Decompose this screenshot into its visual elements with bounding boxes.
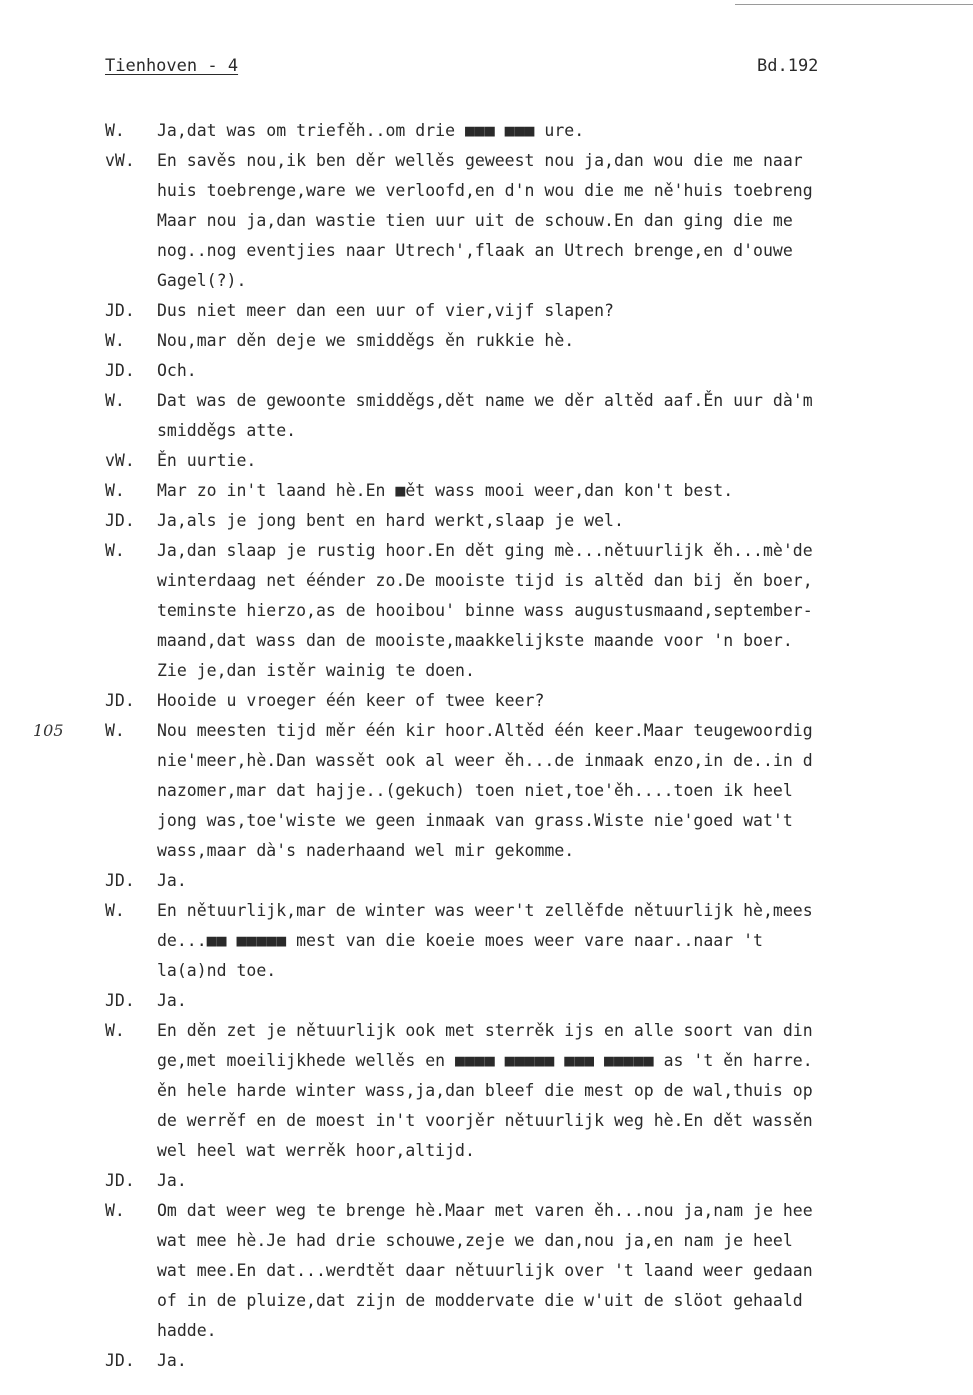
speech-line: Ja. bbox=[157, 991, 187, 1010]
dialogue-turn bbox=[0, 1196, 973, 1346]
speaker-label: W. bbox=[105, 331, 125, 350]
dialogue-turn bbox=[0, 506, 973, 536]
top-rule bbox=[735, 4, 973, 5]
speaker-label: W. bbox=[105, 901, 125, 920]
dialogue-turn bbox=[0, 1346, 973, 1376]
speech-line: teminste hierzo,as de hooibou' binne wass augustusmaand,september- bbox=[157, 601, 813, 620]
speaker-label: JD. bbox=[105, 1351, 135, 1370]
speech-line: Ja. bbox=[157, 1171, 187, 1190]
dialogue-turn bbox=[0, 536, 973, 686]
speech-line: Ja. bbox=[157, 871, 187, 890]
dialogue-turn bbox=[0, 446, 973, 476]
speech-line: En děn zet je nětuurlijk ook met sterrěk ijs en alle soort van din bbox=[157, 1021, 813, 1040]
speaker-label: JD. bbox=[105, 691, 135, 710]
speech-text bbox=[157, 1196, 973, 1346]
speaker-label: vW. bbox=[105, 451, 135, 470]
dialogue-turn bbox=[0, 356, 973, 386]
speaker-label: W. bbox=[105, 121, 125, 140]
dialogue-turn bbox=[0, 716, 973, 866]
speech-text bbox=[157, 296, 973, 326]
speech-text bbox=[157, 1016, 973, 1166]
dialogue-turn bbox=[0, 866, 973, 896]
speech-line: Om dat weer weg te brenge hè.Maar met varen ěh...nou ja,nam je hee bbox=[157, 1201, 813, 1220]
speech-line: wel heel wat werrěk hoor,altijd. bbox=[157, 1141, 475, 1160]
speaker-label: JD. bbox=[105, 301, 135, 320]
speech-line: Ěn uurtie. bbox=[157, 451, 257, 470]
speaker-label: W. bbox=[105, 1201, 125, 1220]
speech-line: Ja,als je jong bent en hard werkt,slaap je wel. bbox=[157, 511, 624, 530]
speech-line: Zie je,dan istěr wainig te doen. bbox=[157, 661, 475, 680]
speech-text bbox=[157, 866, 973, 896]
speech-line: nazomer,mar dat hajje..(gekuch) toen niet,toe'ěh....toen ik heel bbox=[157, 781, 793, 800]
speech-line: wat mee hè.Je had drie schouwe,zeje we dan,nou ja,en nam je heel bbox=[157, 1231, 793, 1250]
speaker-label: W. bbox=[105, 541, 125, 560]
speech-text bbox=[157, 716, 973, 866]
speech-text bbox=[157, 146, 973, 296]
dialogue-turn bbox=[0, 1166, 973, 1196]
dialogue-turn bbox=[0, 116, 973, 146]
dialogue-turn bbox=[0, 386, 973, 446]
speech-line: de...■■ ■■■■■ mest van die koeie moes weer vare naar..naar 't bbox=[157, 931, 763, 950]
speech-line: huis toebrenge,ware we verloofd,en d'n wou die me ně'huis toebreng bbox=[157, 181, 813, 200]
dialogue-turn bbox=[0, 896, 973, 986]
speech-line: nie'meer,hè.Dan wassět ook al weer ěh...de inmaak enzo,in de..in d bbox=[157, 751, 813, 770]
dialogue-turn bbox=[0, 326, 973, 356]
speech-line: Nou meesten tijd měr één kir hoor.Altěd één keer.Maar teugewoordig bbox=[157, 721, 813, 740]
speech-line: Hooide u vroeger één keer of twee keer? bbox=[157, 691, 545, 710]
speech-line: Dat was de gewoonte smidděgs,dět name we děr altěd aaf.Ěn uur dà'm bbox=[157, 391, 813, 410]
speech-text bbox=[157, 446, 973, 476]
speech-line: Nou,mar děn deje we smidděgs ěn rukkie hè. bbox=[157, 331, 575, 350]
speech-text bbox=[157, 476, 973, 506]
margin-note: 105 bbox=[33, 721, 64, 740]
speech-line: hadde. bbox=[157, 1321, 217, 1340]
speech-line: wat mee.En dat...werdtět daar nětuurlijk over 't laand weer gedaan bbox=[157, 1261, 813, 1280]
speech-text bbox=[157, 326, 973, 356]
speech-text bbox=[157, 896, 973, 986]
speech-line: de werrěf en de moest in't voorjěr nětuurlijk weg hè.En dět wassěn bbox=[157, 1111, 813, 1130]
speech-line: Och. bbox=[157, 361, 197, 380]
speech-line: smidděgs atte. bbox=[157, 421, 297, 440]
speech-line: Ja. bbox=[157, 1351, 187, 1370]
dialogue-turn bbox=[0, 986, 973, 1016]
speaker-label: W. bbox=[105, 481, 125, 500]
speaker-label: vW. bbox=[105, 151, 135, 170]
speech-text bbox=[157, 1346, 973, 1376]
transcript-body bbox=[0, 116, 973, 1376]
speech-line: jong was,toe'wiste we geen inmaak van grass.Wiste nie'goed wat't bbox=[157, 811, 793, 830]
speech-text bbox=[157, 536, 973, 686]
speech-line: la(a)nd toe. bbox=[157, 961, 277, 980]
document-reference: Bd.192 bbox=[757, 56, 819, 76]
speech-line: Dus niet meer dan een uur of vier,vijf slapen? bbox=[157, 301, 614, 320]
speaker-label: W. bbox=[105, 1021, 125, 1040]
speech-line: En nětuurlijk,mar de winter was weer't zellěfde nětuurlijk hè,mees bbox=[157, 901, 813, 920]
dialogue-turn bbox=[0, 686, 973, 716]
dialogue-turn bbox=[0, 146, 973, 296]
speaker-label: W. bbox=[105, 721, 125, 740]
speaker-label: W. bbox=[105, 391, 125, 410]
speech-line: maand,dat wass dan de mooiste,maakkelijkste maande voor 'n boer. bbox=[157, 631, 793, 650]
speech-line: ge,met moeilijkhede wellěs en ■■■■ ■■■■■ ■■■ ■■■■■ as 't ěn harre. bbox=[157, 1051, 813, 1070]
dialogue-turn bbox=[0, 476, 973, 506]
speech-text bbox=[157, 356, 973, 386]
speech-line: Mar zo in't laand hè.En ■ět wass mooi weer,dan kon't best. bbox=[157, 481, 734, 500]
speaker-label: JD. bbox=[105, 871, 135, 890]
speech-text bbox=[157, 386, 973, 446]
speech-line: Ja,dat was om triefěh..om drie ■■■ ■■■ ure. bbox=[157, 121, 585, 140]
speech-line: En savěs nou,ik ben děr wellěs geweest nou ja,dan wou die me naar bbox=[157, 151, 803, 170]
speech-text bbox=[157, 506, 973, 536]
speech-line: ěn hele harde winter wass,ja,dan bleef die mest op de wal,thuis op bbox=[157, 1081, 813, 1100]
speech-line: of in de pluize,dat zijn de moddervate die w'uit de slöot gehaald bbox=[157, 1291, 803, 1310]
speech-line: Maar nou ja,dan wastie tien uur uit de schouw.En dan ging die me bbox=[157, 211, 793, 230]
speech-text bbox=[157, 986, 973, 1016]
speech-line: wass,maar dà's naderhaand wel mir gekomme. bbox=[157, 841, 575, 860]
speech-text bbox=[157, 1166, 973, 1196]
speech-text bbox=[157, 116, 973, 146]
dialogue-turn bbox=[0, 296, 973, 326]
speech-line: winterdaag net éénder zo.De mooiste tijd is altěd dan bij ěn boer, bbox=[157, 571, 813, 590]
speaker-label: JD. bbox=[105, 1171, 135, 1190]
speaker-label: JD. bbox=[105, 361, 135, 380]
speech-text bbox=[157, 686, 973, 716]
speaker-label: JD. bbox=[105, 991, 135, 1010]
document-title: Tienhoven - 4 bbox=[105, 56, 239, 76]
speaker-label: JD. bbox=[105, 511, 135, 530]
dialogue-turn bbox=[0, 1016, 973, 1166]
speech-line: Ja,dan slaap je rustig hoor.En dět ging mè...nětuurlijk ěh...mè'de bbox=[157, 541, 813, 560]
speech-line: nog..nog eventjies naar Utrech',flaak an Utrech brenge,en d'ouwe bbox=[157, 241, 793, 260]
speech-line: Gagel(?). bbox=[157, 271, 247, 290]
